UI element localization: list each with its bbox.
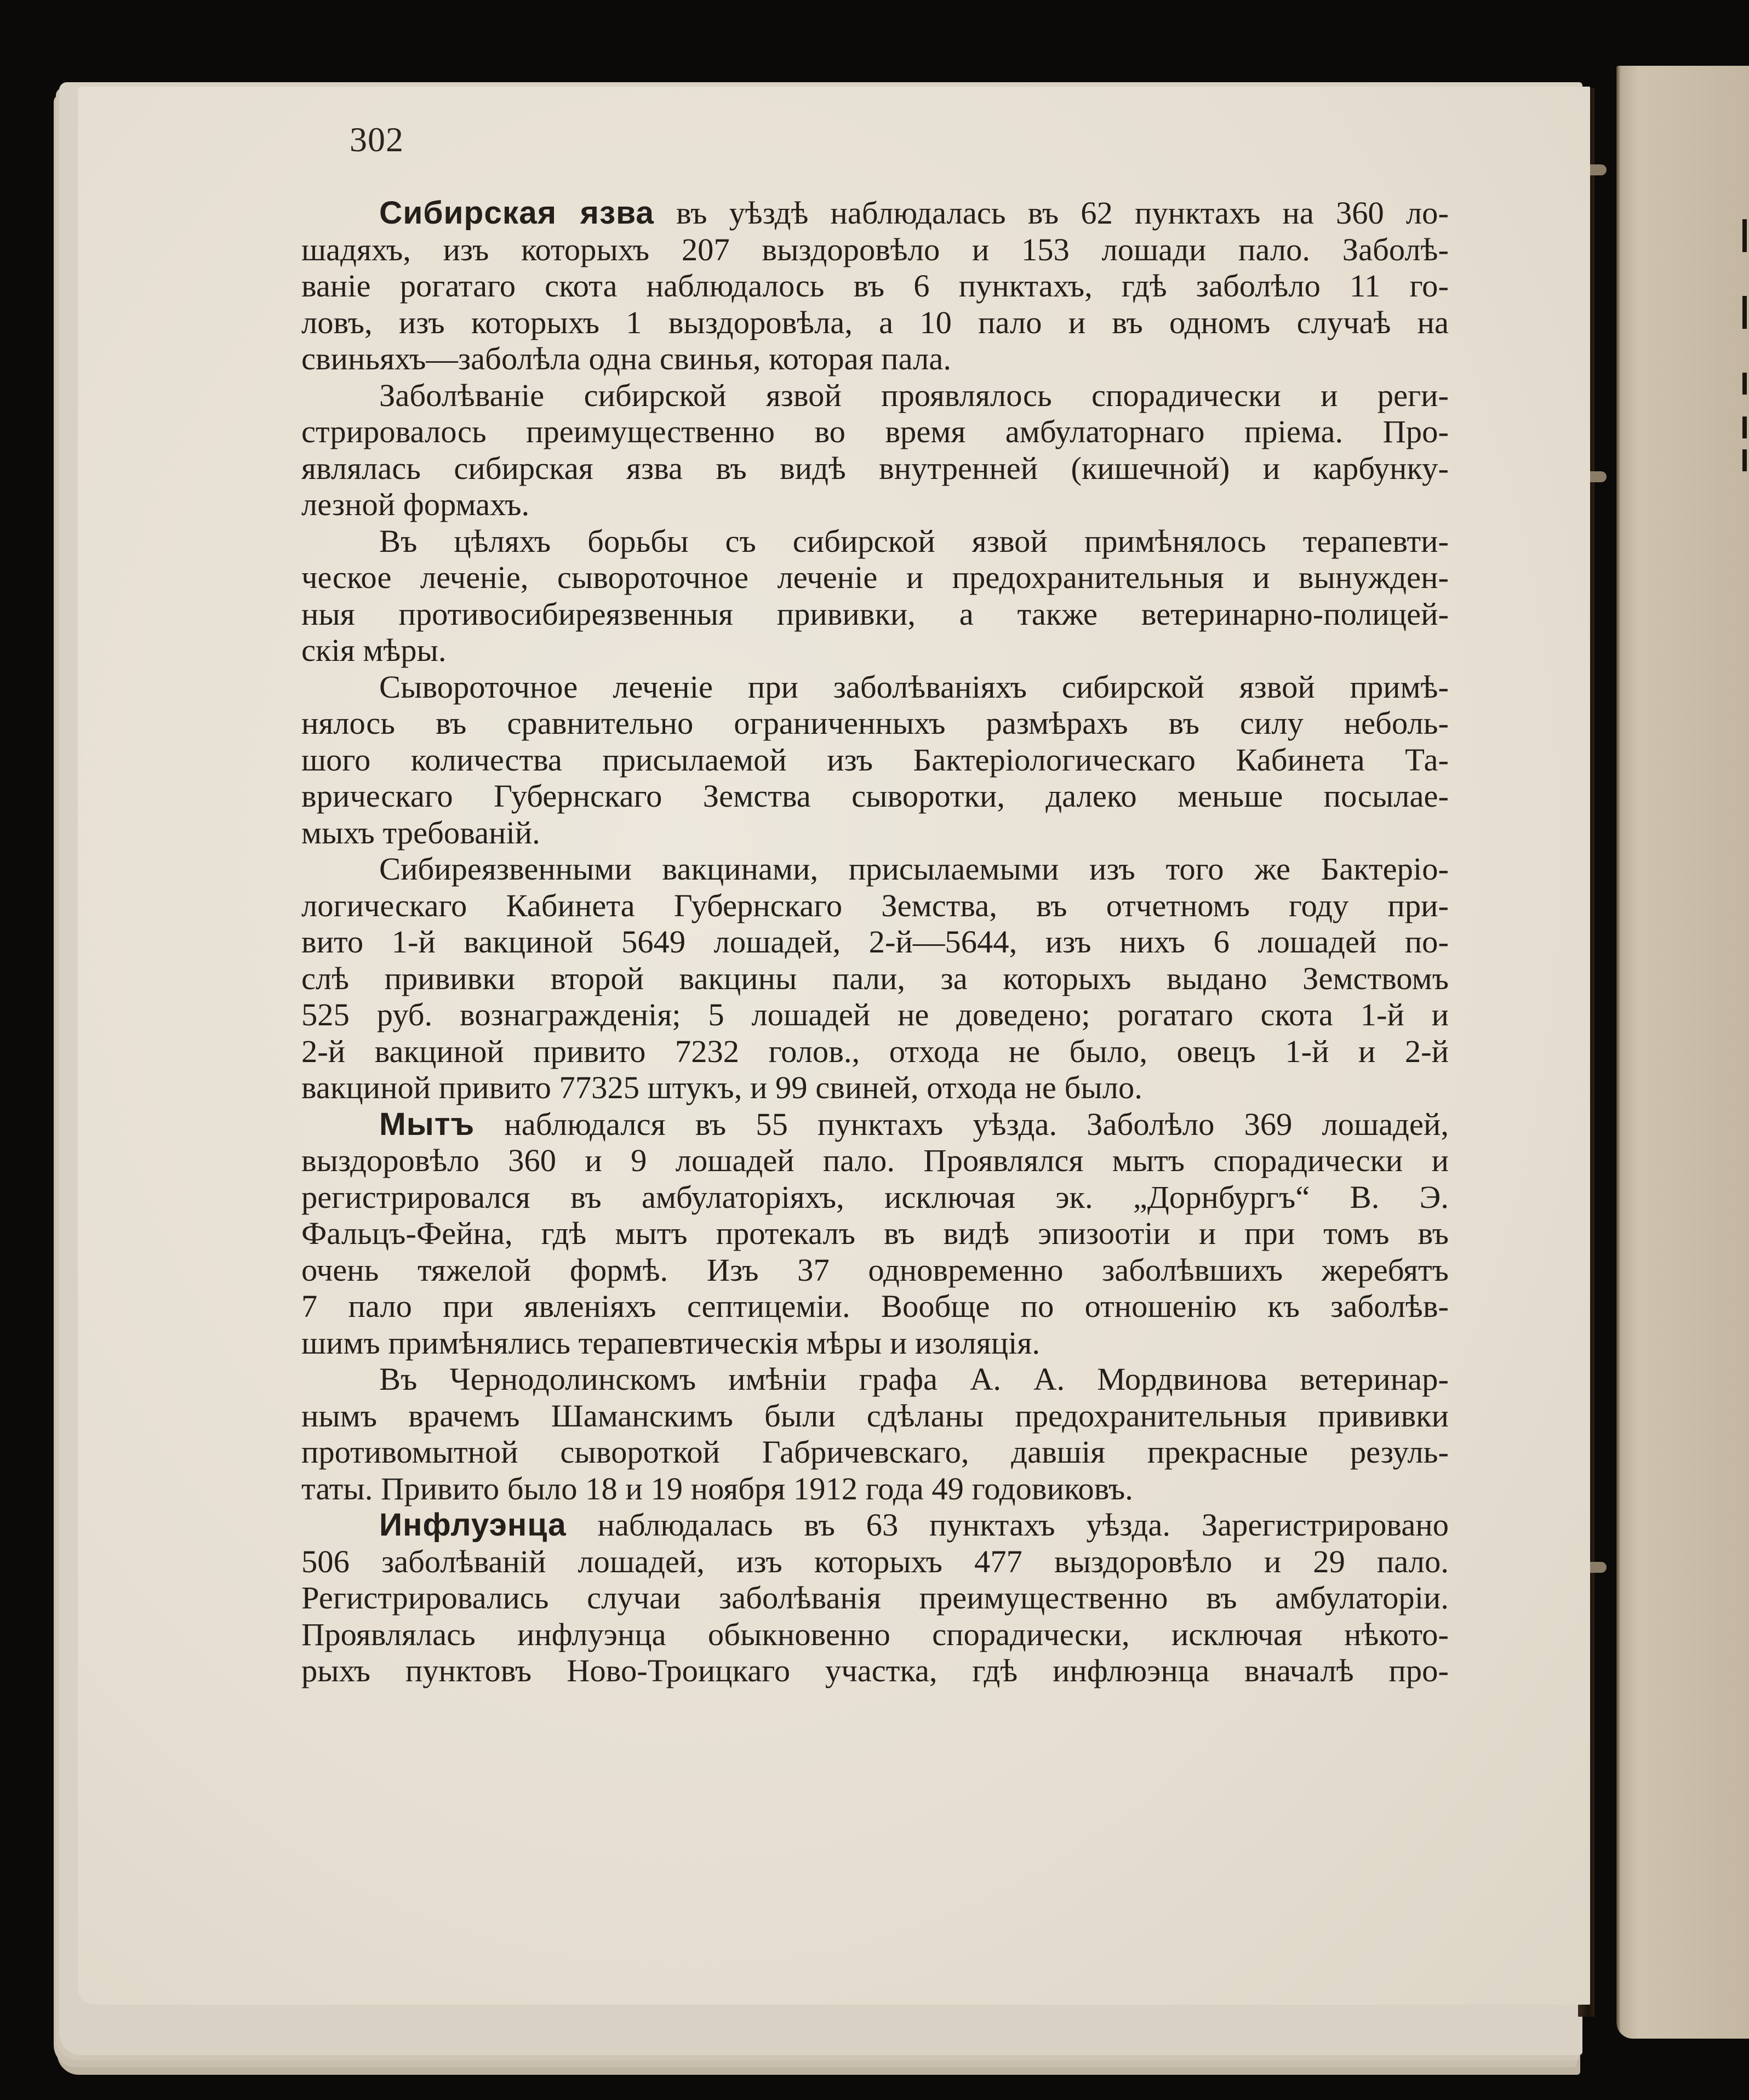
line-text: 7 пало при явленіяхъ септицеміи. Вообще по отношенію къ заболѣв- [301, 1288, 1449, 1324]
facing-page-glyph [1742, 373, 1747, 395]
section-heading: Сибирская язва [379, 195, 654, 231]
text-line [301, 815, 1449, 852]
line-text: ловъ, изъ которыхъ 1 выздоровѣла, а 10 пало и въ одномъ случаѣ на [301, 304, 1449, 340]
facing-page-glyph [1742, 219, 1747, 252]
text-line [301, 1325, 1449, 1362]
line-text: Регистрировались случаи заболѣванія преимущественно въ амбулаторіи. [301, 1580, 1449, 1616]
text-line [301, 450, 1449, 487]
line-text: въ уѣздѣ наблюдалась въ 62 пунктахъ на 360 ло- [654, 195, 1449, 231]
text-line [301, 1179, 1449, 1216]
text-line [301, 487, 1449, 523]
line-text: нялось въ сравнительно ограниченныхъ размѣрахъ въ силу неболь- [301, 705, 1449, 741]
text-line [301, 596, 1449, 633]
line-text: слѣ прививки второй вакцины пали, за которыхъ выдано Земствомъ [301, 960, 1449, 996]
line-text: 2-й вакциной привито 7232 голов., отхода не было, овецъ 1-й и 2-й [301, 1033, 1449, 1069]
line-text: противомытной сывороткой Габричевскаго, давшія прекрасные резуль- [301, 1434, 1449, 1470]
line-text: Въ Чернодолинскомъ имѣніи графа А. А. Мордвинова ветеринар- [379, 1361, 1449, 1397]
line-text: Въ цѣляхъ борьбы съ сибирской язвой примѣнялось терапевти- [379, 523, 1449, 559]
line-text: выздоровѣло 360 и 9 лошадей пало. Проявлялся мытъ спорадически и [301, 1143, 1449, 1178]
text-line [301, 1143, 1449, 1179]
line-text: шадяхъ, изъ которыхъ 207 выздоровѣло и 153 лошади пало. Заболѣ- [301, 231, 1449, 267]
text-line [301, 1106, 1449, 1143]
text-line [301, 1216, 1449, 1252]
line-text: вакциной привито 77325 штукъ, и 99 свиней, отхода не было. [301, 1070, 1142, 1105]
line-text: Сывороточное леченіе при заболѣваніяхъ сибирской язвой примѣ- [379, 669, 1449, 705]
line-text: Заболѣваніе сибирской язвой проявлялось спорадически и реги- [379, 377, 1449, 413]
text-line [301, 232, 1449, 269]
line-text: вито 1-й вакциной 5649 лошадей, 2-й—5644, изъ нихъ 6 лошадей по- [301, 924, 1449, 960]
line-text: наблюдался въ 55 пунктахъ уѣзда. Заболѣло 369 лошадей, [475, 1106, 1449, 1142]
text-line [301, 1361, 1449, 1398]
text-line [301, 268, 1449, 305]
text-line [301, 961, 1449, 997]
text-line [301, 1034, 1449, 1070]
text-line [301, 851, 1449, 888]
line-text: рыхъ пунктовъ Ново-Троицкаго участка, гдѣ инфлюэнца вначалѣ про- [301, 1653, 1449, 1688]
line-text: регистрировался въ амбулаторіяхъ, исключая эк. „Дорнбургъ“ В. Э. [301, 1179, 1449, 1215]
facing-page-glyph [1742, 296, 1747, 329]
text-line [301, 1617, 1449, 1653]
text-line [301, 778, 1449, 815]
section-heading: Мытъ [379, 1106, 475, 1142]
line-text: стрировалось преимущественно во время амбулаторнаго пріема. Про- [301, 414, 1449, 449]
line-text: скія мѣры. [301, 632, 447, 668]
text-line [301, 305, 1449, 341]
text-line [301, 1471, 1449, 1508]
section-heading: Инфлуэнца [379, 1507, 567, 1543]
line-text: свиньяхъ—заболѣла одна свинья, которая пала. [301, 341, 952, 376]
text-line [301, 378, 1449, 414]
text-line [301, 1507, 1449, 1544]
line-text: таты. Привито было 18 и 19 ноября 1912 года 49 годовиковъ. [301, 1470, 1133, 1506]
text-line [301, 560, 1449, 596]
text-line [301, 1288, 1449, 1325]
line-text: Проявлялась инфлуэнца обыкновенно спорадически, исключая нѣкото- [301, 1616, 1449, 1652]
line-text: Сибиреязвенными вакцинами, присылаемыми изъ того же Бактеріо- [379, 851, 1449, 887]
body-text [301, 195, 1449, 1690]
line-text: очень тяжелой формѣ. Изъ 37 одновременно заболѣвшихъ жеребятъ [301, 1252, 1449, 1288]
line-text: логическаго Кабинета Губернскаго Земства, въ отчетномъ году при- [301, 887, 1449, 923]
line-text: шого количества присылаемой изъ Бактеріологическаго Кабинета Та- [301, 741, 1449, 778]
text-line [301, 669, 1449, 706]
line-text: ваніе рогатаго скота наблюдалось въ 6 пунктахъ, гдѣ заболѣло 11 го- [301, 268, 1449, 304]
line-text: лезной формахъ. [301, 487, 530, 522]
text-line [301, 414, 1449, 450]
facing-page-glyph [1742, 416, 1747, 438]
text-line [301, 195, 1449, 232]
line-text: ныя противосибиреязвенныя прививки, а также ветеринарно-полицей- [301, 596, 1449, 632]
text-line [301, 705, 1449, 742]
text-line [301, 742, 1449, 779]
text-line [301, 1653, 1449, 1690]
line-text: являлась сибирская язва въ видѣ внутренней (кишечной) и карбунку- [301, 450, 1449, 486]
facing-page-edge [1616, 66, 1749, 2039]
facing-page-glyph [1742, 449, 1747, 471]
page-number: 302 [350, 120, 404, 159]
text-line [301, 1544, 1449, 1580]
line-text: 506 заболѣваній лошадей, изъ которыхъ 477 выздоровѣло и 29 пало. [301, 1543, 1449, 1579]
text-line [301, 1070, 1449, 1106]
line-text: нымъ врачемъ Шаманскимъ были сдѣланы предохранительныя прививки [301, 1397, 1449, 1434]
line-text: наблюдалась въ 63 пунктахъ уѣзда. Зарегистрировано [566, 1507, 1449, 1543]
text-line [301, 888, 1449, 925]
text-line [301, 341, 1449, 378]
line-text: 525 руб. вознагражденія; 5 лошадей не доведено; рогатаго скота 1-й и [301, 997, 1449, 1032]
text-line [301, 997, 1449, 1034]
line-text: врическаго Губернскаго Земства сыворотки, далеко меньше посылае- [301, 778, 1449, 814]
text-line [301, 523, 1449, 560]
text-line [301, 1434, 1449, 1471]
line-text: шимъ примѣнялись терапевтическія мѣры и изоляція. [301, 1325, 1040, 1361]
text-line [301, 632, 1449, 669]
line-text: Фальцъ-Фейна, гдѣ мытъ протекалъ въ видѣ эпизоотіи и при томъ въ [301, 1216, 1449, 1251]
line-text: мыхъ требованій. [301, 814, 540, 851]
text-line [301, 1398, 1449, 1435]
text-line [301, 1580, 1449, 1617]
text-line [301, 1252, 1449, 1289]
text-line [301, 924, 1449, 961]
line-text: ческое леченіе, сывороточное леченіе и предохранительныя и вынужден- [301, 560, 1449, 595]
